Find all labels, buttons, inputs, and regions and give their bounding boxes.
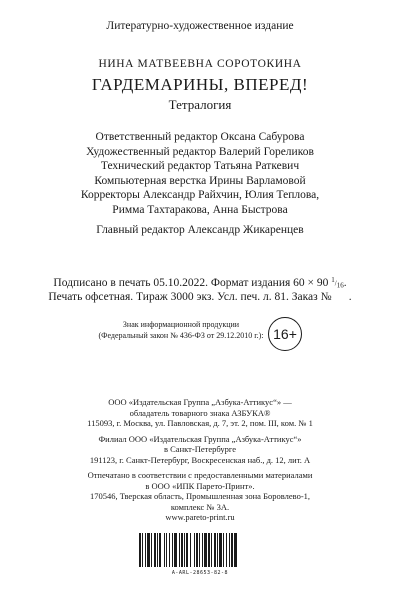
printer-website: www.pareto-print.ru: [165, 512, 235, 522]
product-info-line: Знак информационной продукции: [122, 320, 240, 329]
print-format-text: Подписано в печать 05.10.2022. Формат издания 60 × 90: [53, 277, 329, 289]
book-subtitle: Тетралогия: [168, 97, 232, 112]
chief-editor: Главный редактор Александр Жикаренцев: [96, 224, 304, 236]
staff-line: Художественный редактор Валерий Гореликов: [86, 145, 314, 158]
staff-line: Компьютерная верстка Ирины Варламовой: [94, 174, 306, 187]
branch-line: 191123, г. Санкт-Петербург, Воскресенская наб., д. 12, лит. А: [89, 454, 311, 465]
printer-line: в ООО «ИПК Парето-Принт».: [145, 480, 255, 491]
branch-line: в Санкт-Петербурге: [164, 444, 236, 454]
editorial-staff: [0, 130, 400, 238]
edition-type: Литературно-художественное издание: [106, 20, 294, 32]
fraction-numerator: 1: [331, 276, 335, 284]
print-info-line-2: [0, 290, 400, 304]
book-title: ГАРДЕМАРИНЫ, ВПЕРЕД!: [91, 75, 309, 94]
fraction-denominator: 16: [336, 281, 344, 290]
printer-line: 170546, Тверская область, Промышленная зона Боровлево-1,: [89, 491, 311, 501]
product-info-block: [96, 317, 316, 357]
print-run-end: .: [348, 291, 352, 303]
publisher-line: 115093, г. Москва, ул. Павловская, д. 7, эт. 2, пом. III, ком. № 1: [87, 418, 313, 428]
format-fraction: $^1/_{16}$: [331, 276, 344, 290]
print-run-text: Печать офсетная. Тираж 3000 экз. Усл. печ. л. 81. Заказ №: [48, 291, 332, 303]
barcode-number: A-ARL-28653-82-8: [171, 570, 229, 576]
publisher-info: [0, 397, 400, 523]
age-rating-badge: 16+: [268, 317, 302, 351]
publisher-line: обладатель товарного знака АЗБУКА®: [129, 407, 271, 418]
staff-line: Корректоры Александр Райхчин, Юлия Теплова,: [80, 189, 320, 201]
print-info: [0, 276, 400, 304]
product-info-line: (Федеральный закон № 436-ФЗ от 29.12.2010 г.):: [98, 331, 264, 340]
product-info-text: [96, 319, 266, 341]
author-name: НИНА МАТВЕЕВНА СОРОТОКИНА: [98, 58, 302, 70]
barcode-graphic: [138, 533, 262, 567]
printer-line: Отпечатано в соответствии с предоставленными материалами: [87, 470, 313, 480]
printer-line: комплекс № 3А.: [170, 501, 230, 512]
print-info-line-1: Подписано в печать 05.10.2022. Формат издания 60 × 90 $^1/_{16}$.: [53, 276, 347, 290]
staff-line: Римма Тахтаракова, Анна Быстрова: [112, 203, 288, 216]
staff-line: Ответственный редактор Оксана Сабурова: [95, 131, 305, 143]
staff-line: Технический редактор Татьяна Раткевич: [100, 160, 300, 172]
barcode-icon: [138, 533, 262, 567]
publisher-line: ООО «Издательская Группа „Азбука-Аттикус“» —: [108, 397, 292, 407]
branch-line: Филиал ООО «Издательская Группа „Азбука-Аттикус“»: [98, 433, 302, 444]
